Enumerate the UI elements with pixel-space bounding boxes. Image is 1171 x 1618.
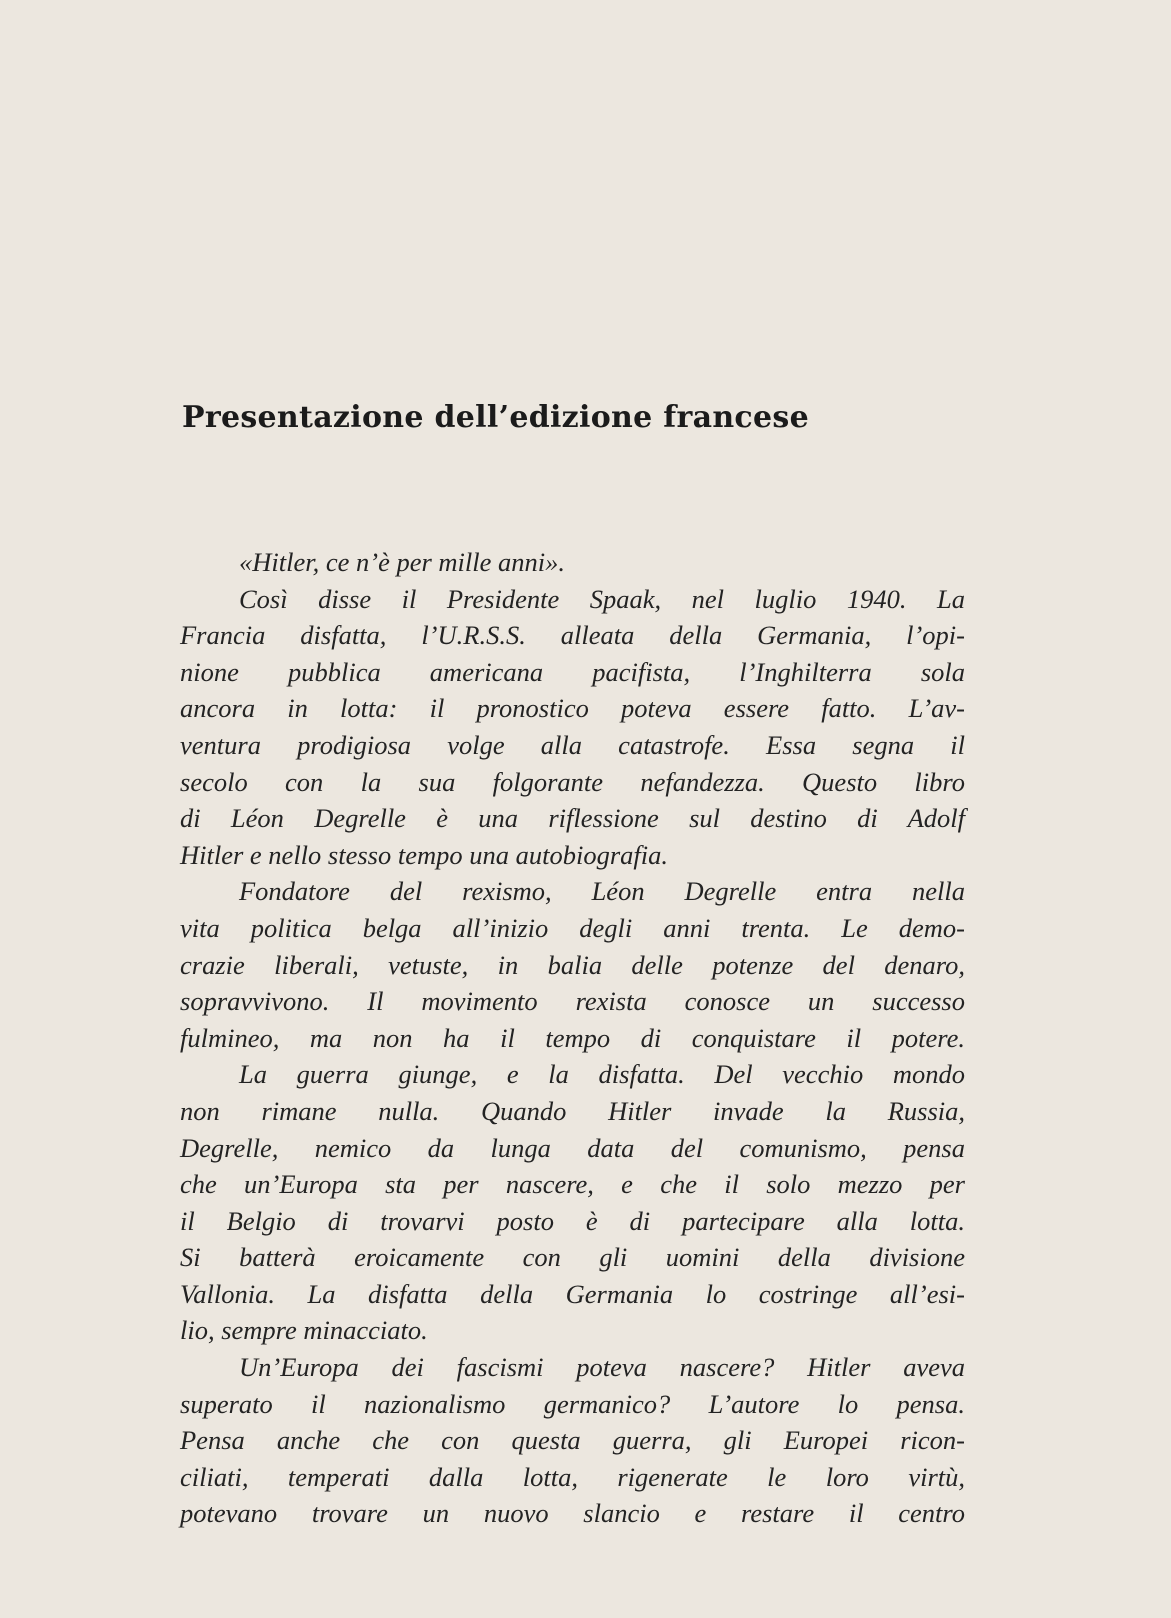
text-line: sopravvivono. Il movimento rexista conosce un successo — [180, 986, 965, 1017]
text-line: nione pubblica americana pacifista, l’Inghilterra sola — [180, 656, 965, 687]
text-line: superato il nazionalismo germanico? L’autore lo pensa. — [180, 1388, 965, 1419]
text-line: non rimane nulla. Quando Hitler invade la Russia, — [180, 1095, 965, 1126]
text-line: Pensa anche che con questa guerra, gli Europei ricon- — [180, 1425, 965, 1456]
text-line: Si batterà eroicamente con gli uomini della divisione — [180, 1242, 965, 1273]
text-line: vita politica belga all’inizio degli anni trenta. Le demo- — [180, 912, 965, 943]
text-line: ciliati, temperati dalla lotta, rigenerate le loro virtù, — [180, 1461, 965, 1492]
text-line: Degrelle, nemico da lunga data del comunismo, pensa — [180, 1132, 965, 1163]
text-line: ventura prodigiosa volge alla catastrofe. Essa segna il — [180, 729, 965, 760]
text-line: Fondatore del rexismo, Léon Degrelle entra nella — [239, 876, 965, 907]
section-title: Presentazione dell’edizione francese — [182, 400, 809, 435]
text-line: Un’Europa dei fascismi poteva nascere? Hitler aveva — [239, 1352, 965, 1383]
text-line: Hitler e nello stesso tempo una autobiografia. — [180, 839, 669, 870]
text-line: «Hitler, ce n’è per mille anni». — [239, 547, 566, 577]
text-line: che un’Europa sta per nascere, e che il solo mezzo per — [180, 1169, 965, 1200]
text-line: lio, sempre minacciato. — [180, 1315, 428, 1346]
text-line: potevano trovare un nuovo slancio e restare il centro — [180, 1498, 965, 1529]
text-line: crazie liberali, vetuste, in balia delle potenze del denaro, — [180, 949, 965, 980]
text-line: secolo con la sua folgorante nefandezza. Questo libro — [180, 766, 965, 797]
text-line: ancora in lotta: il pronostico poteva essere fatto. L’av- — [180, 693, 965, 724]
text-line: La guerra giunge, e la disfatta. Del vecchio mondo — [239, 1059, 965, 1090]
text-line: Così disse il Presidente Spaak, nel luglio 1940. La — [239, 583, 965, 614]
text-line: di Léon Degrelle è una riflessione sul destino di Adolf — [180, 803, 965, 834]
body-text — [180, 544, 965, 1532]
text-line: fulmineo, ma non ha il tempo di conquistare il potere. — [180, 1022, 965, 1053]
text-line: Vallonia. La disfatta della Germania lo costringe all’esi- — [180, 1278, 965, 1309]
text-line: Francia disfatta, l’U.R.S.S. alleata della Germania, l’opi- — [180, 620, 965, 651]
text-line: il Belgio di trovarvi posto è di partecipare alla lotta. — [180, 1205, 965, 1236]
